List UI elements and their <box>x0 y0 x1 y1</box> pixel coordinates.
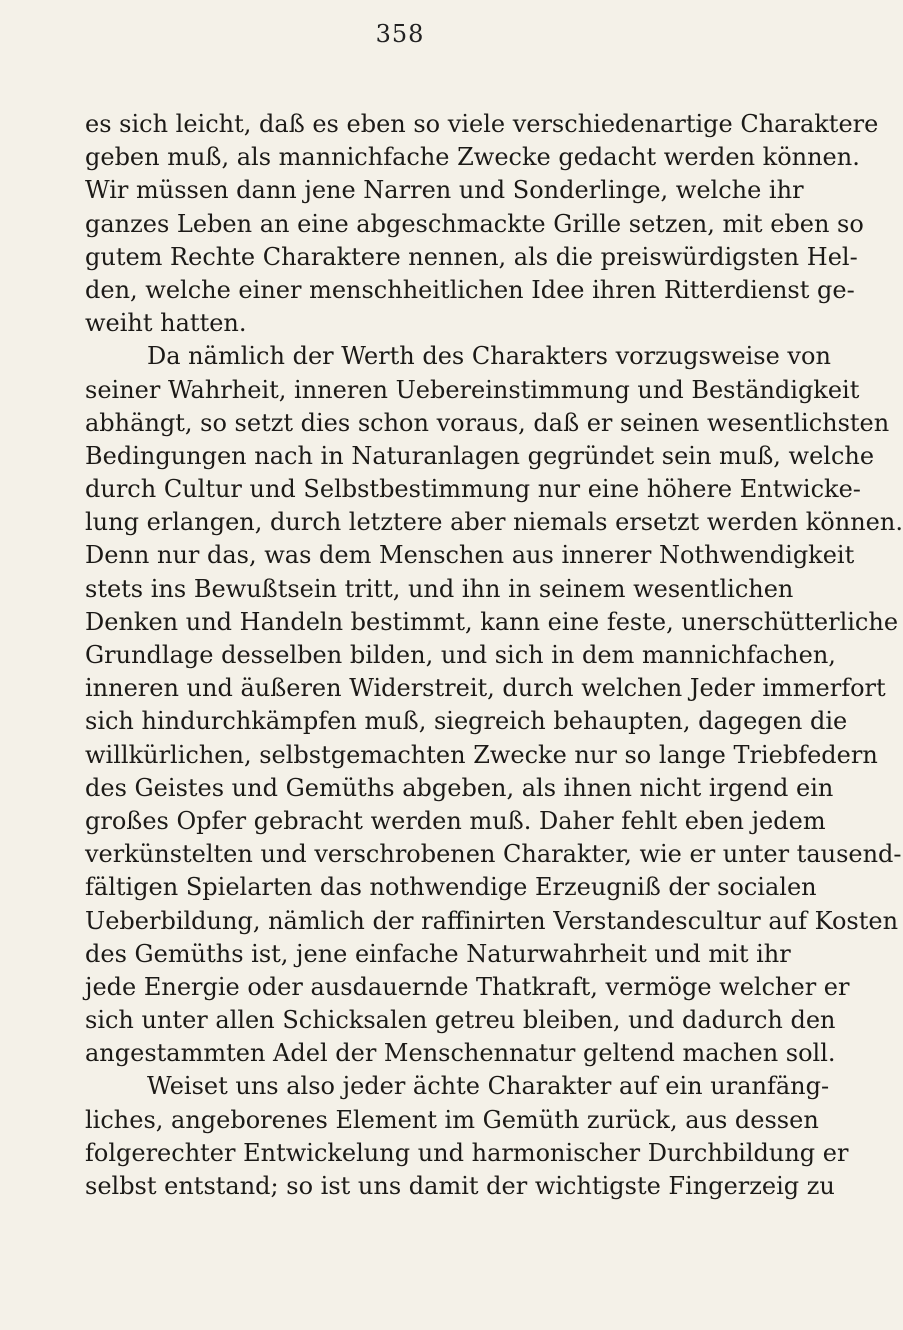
paragraph-start-line: Weiset uns also jeder ächte Charakter auf ein uranfäng- <box>147 1072 830 1101</box>
text-line: Wir müssen dann jene Narren und Sonderlinge, welche ihr <box>85 176 804 205</box>
text-line: selbst entstand; so ist uns damit der wichtigste Fingerzeig zu <box>85 1172 835 1200</box>
text-line: Ueberbildung, nämlich der raffinirten Verstandescultur auf Kosten <box>85 906 899 935</box>
text-line: folgerechter Entwickelung und harmonischer Durchbildung er <box>85 1138 849 1167</box>
text-line: durch Cultur und Selbstbestimmung nur eine höhere Entwicke- <box>85 475 861 504</box>
text-line: Denn nur das, was dem Menschen aus innerer Nothwendigkeit <box>85 541 855 570</box>
text-line: sich unter allen Schicksalen getreu bleiben, und dadurch den <box>85 1006 836 1035</box>
text-line: seiner Wahrheit, inneren Uebereinstimmung und Beständigkeit <box>85 375 860 404</box>
page-number: 358 <box>375 20 425 48</box>
text-line: es sich leicht, daß es eben so viele verschiedenartige Charaktere <box>85 110 879 138</box>
text-line: jede Energie oder ausdauernde Thatkraft, vermöge welcher er <box>85 972 850 1001</box>
text-line: großes Opfer gebracht werden muß. Daher fehlt eben jedem <box>85 806 826 835</box>
text-line: inneren und äußeren Widerstreit, durch welchen Jeder immerfort <box>85 674 886 703</box>
text-line: willkürlichen, selbstgemachten Zwecke nur so lange Triebfedern <box>85 740 878 769</box>
text-line: gutem Rechte Charaktere nennen, als die preiswürdigsten Hel- <box>85 242 858 271</box>
text-line: angestammten Adel der Menschennatur geltend machen soll. <box>85 1039 836 1068</box>
text-line: weiht hatten. <box>85 309 247 338</box>
text-line: lung erlangen, durch letztere aber niemals ersetzt werden können. <box>85 508 903 537</box>
text-line: verkünstelten und verschrobenen Charakter, wie er unter tausend- <box>85 840 902 869</box>
text-line: sich hindurchkämpfen muß, siegreich behaupten, dagegen die <box>85 707 848 736</box>
text-line: geben muß, als mannichfache Zwecke gedacht werden können. <box>85 143 860 172</box>
text-line: Denken und Handeln bestimmt, kann eine feste, unerschütterliche <box>85 607 899 636</box>
text-line: stets ins Bewußtsein tritt, und ihn in seinem wesentlichen <box>85 574 794 603</box>
text-line: abhängt, so setzt dies schon voraus, daß er seinen wesentlichsten <box>85 408 890 437</box>
text-line: den, welche einer menschheitlichen Idee ihren Ritterdienst ge- <box>85 275 855 304</box>
text-line: fältigen Spielarten das nothwendige Erzeugniß der socialen <box>85 873 817 902</box>
text-line: Bedingungen nach in Naturanlagen gegründet sein muß, welche <box>85 441 875 470</box>
text-line: des Gemüths ist, jene einfache Naturwahrheit und mit ihr <box>85 939 791 968</box>
text-line: Grundlage desselben bilden, und sich in dem mannichfachen, <box>85 641 836 669</box>
text-line: des Geistes und Gemüths abgeben, als ihnen nicht irgend ein <box>85 773 834 802</box>
paragraph-start-line: Da nämlich der Werth des Charakters vorzugsweise von <box>147 342 831 371</box>
body-text <box>85 108 903 1203</box>
text-line: liches, angeborenes Element im Gemüth zurück, aus dessen <box>85 1105 819 1134</box>
text-line: ganzes Leben an eine abgeschmackte Grille setzen, mit eben so <box>85 209 864 238</box>
